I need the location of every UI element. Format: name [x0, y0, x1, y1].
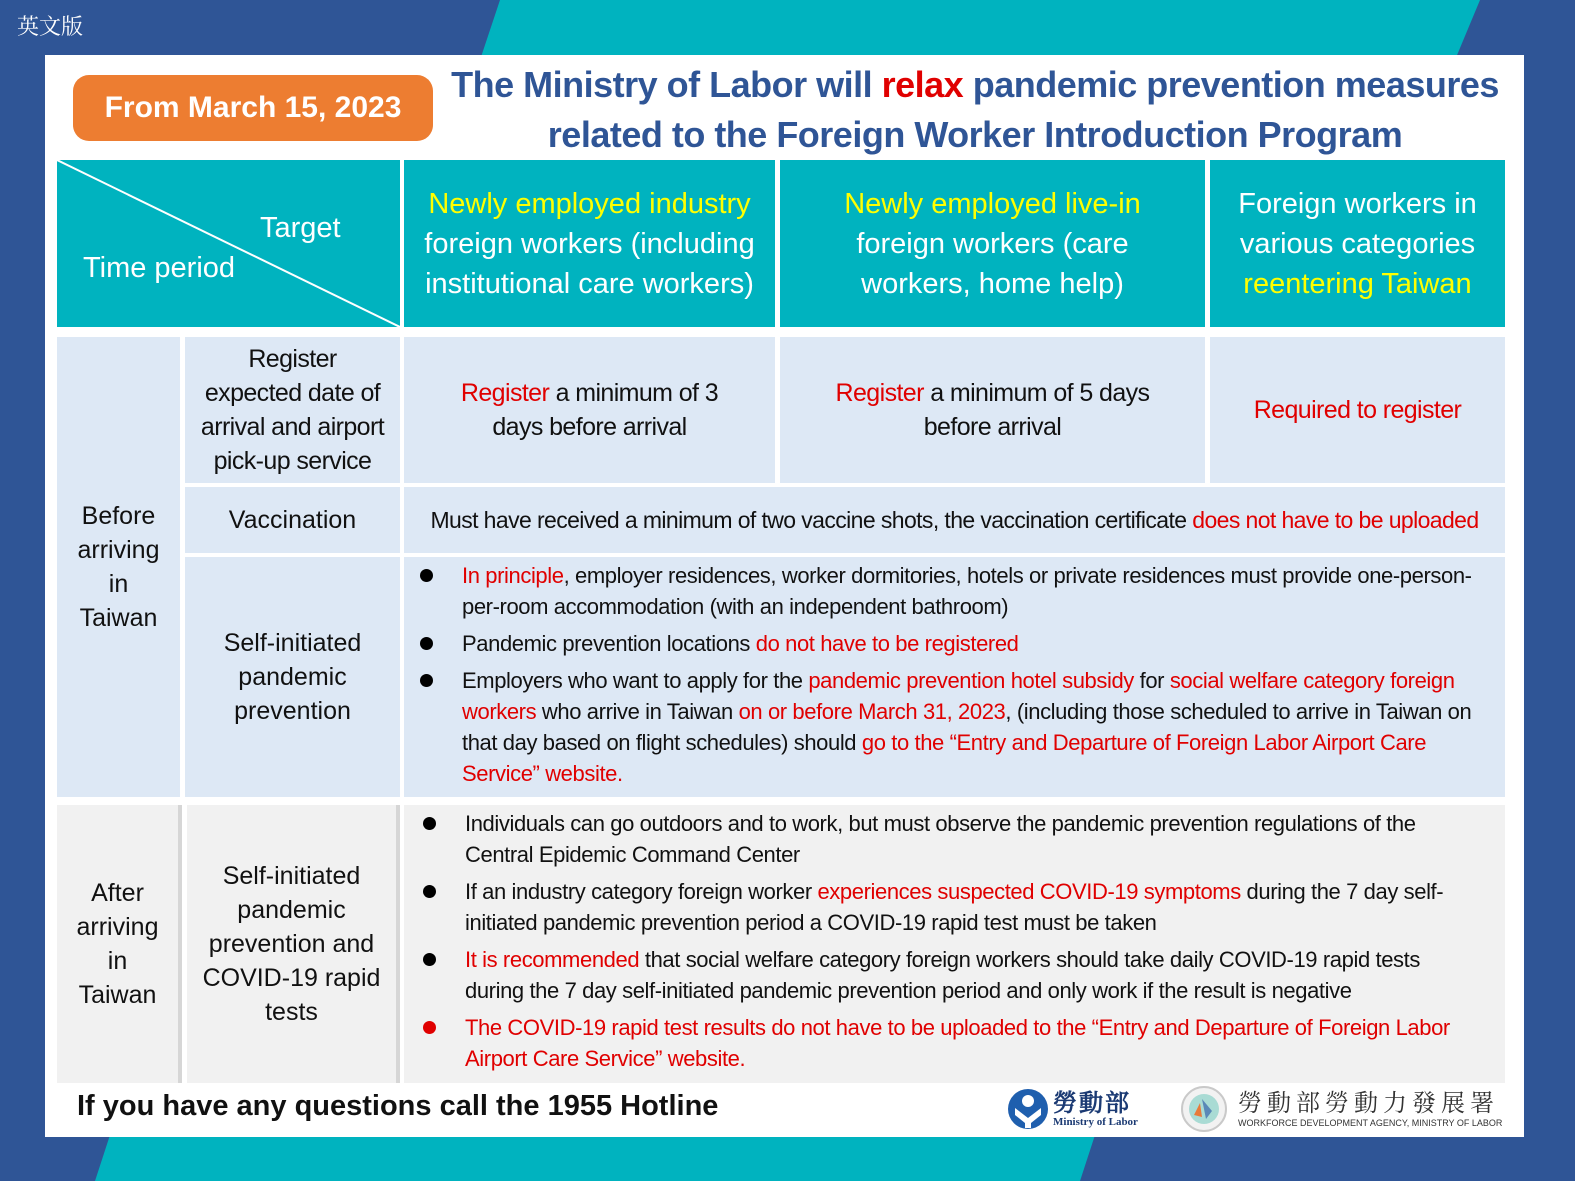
diagonal-divider [57, 160, 400, 327]
bullet-text: that social welfare category foreign workers should take daily COVID-19 rapid tests during the 7 day self-initiated pandemic prevention period and only work if the result is negative [465, 947, 1420, 1003]
bullet-icon [423, 885, 436, 898]
register-label-text: Register expected date of arrival and airport pick-up service [200, 345, 385, 475]
header-col1-highlight: Newly employed industry [428, 187, 751, 220]
self-prevention-label-text: Self-initiated pandemic prevention [223, 629, 362, 725]
item-register-label [185, 337, 400, 483]
period-before-arriving [57, 337, 180, 797]
bullet-text: Individuals can go outdoors and to work, but must observe the pandemic prevention regulations of the Central Epidemic Command Center [465, 811, 1416, 867]
wda-en-name: WORKFORCE DEVELOPMENT AGENCY, MINISTRY OF LABOR [1238, 1117, 1503, 1128]
bullet-red: experiences suspected COVID-19 symptoms [817, 879, 1241, 904]
register-col3 [1210, 337, 1505, 483]
header-corner-cell [57, 160, 400, 327]
period-after-label: After arriving in Taiwan [76, 879, 159, 1009]
list-item [407, 876, 1475, 938]
bullet-icon [420, 674, 433, 687]
notice-card [45, 55, 1524, 1137]
register-col1-text: a minimum of 3 days before arrival [492, 379, 719, 441]
item-vaccination-label [185, 487, 400, 553]
title-line1-pre: The Ministry of Labor will [451, 64, 882, 105]
header-time-period-label: Time period [83, 252, 236, 284]
workforce-development-agency-logo [1180, 1085, 1502, 1133]
header-col3-highlight: reentering Taiwan [1243, 267, 1472, 300]
bullet-red: pandemic prevention hotel subsidy [808, 667, 1134, 693]
vaccination-red: does not have to be uploaded [1192, 507, 1479, 533]
list-item [404, 628, 1491, 659]
header-column-reentering [1210, 160, 1505, 327]
register-col2-text: a minimum of 5 days before arrival [923, 379, 1150, 441]
bullet-icon [423, 1021, 436, 1034]
language-tag: 英文版 [17, 15, 84, 40]
vaccination-label-text: Vaccination [228, 506, 357, 534]
bullet-text: , (including those scheduled to arrive in Taiwan on that day based on flight schedules) should [462, 698, 1472, 755]
hotline-text: If you have any questions call the 1955 Hotline [77, 1090, 719, 1122]
header-col2-highlight: Newly employed live-in [844, 187, 1141, 220]
wda-cn-name: 勞動部勞動力發展署 [1238, 1088, 1499, 1117]
self-prevention-content [404, 557, 1505, 797]
date-badge: From March 15, 2023 [73, 75, 433, 141]
background-teal-band-bottom [95, 1135, 1095, 1181]
mol-emblem-icon [1007, 1088, 1049, 1130]
header-column-live-in [780, 160, 1205, 327]
title-highlight: relax [881, 64, 964, 105]
background-teal-band-top [480, 0, 1480, 60]
register-col1-red: Register [460, 379, 550, 407]
register-col1 [404, 337, 775, 483]
mol-en-name: Ministry of Labor [1053, 1115, 1138, 1128]
bullet-red: go to the “Entry and Departure of Foreign Labor Airport Care Service” website. [462, 729, 1427, 786]
bullet-red: The COVID-19 rapid test results do not have to be uploaded to the “Entry and Departure of Foreign Labor Airport Care Service” website. [465, 1015, 1450, 1071]
bullet-text: , employer residences, worker dormitories, hotels or private residences must provide one-person-per-room accommodation (with an independent bathroom) [462, 562, 1472, 619]
item-self-prevention-label [185, 557, 400, 797]
header-target-label: Target [260, 212, 341, 244]
period-before-label: Before arriving in Taiwan [77, 502, 160, 632]
register-col2 [780, 337, 1205, 483]
after-content [404, 805, 1505, 1083]
wda-emblem-icon [1180, 1085, 1228, 1133]
register-col2-red: Register [835, 379, 924, 407]
bullet-red: social welfare category foreign workers [462, 667, 1455, 724]
header-col1-rest: foreign workers (including institutional care workers) [424, 227, 755, 300]
after-label-text: Self-initiated pandemic prevention and COVID-19 rapid tests [202, 862, 381, 1026]
register-col3-red: Required to register [1253, 396, 1462, 424]
bullet-icon [423, 817, 436, 830]
ministry-of-labor-logo [1007, 1088, 1138, 1130]
title-line1-post: pandemic prevention measures [963, 64, 1499, 105]
bullet-text: Employers who want to apply for the [462, 667, 809, 693]
list-item [404, 560, 1491, 622]
bullet-text: who arrive in Taiwan [536, 698, 739, 724]
header-col3-pre: Foreign workers in various categories [1238, 187, 1477, 260]
bullet-icon [423, 953, 436, 966]
title-line2: related to the Foreign Worker Introduction Program [547, 114, 1403, 155]
list-item [407, 808, 1475, 870]
mol-cn-name: 勞動部 [1053, 1088, 1131, 1117]
vaccination-content [404, 487, 1505, 553]
bullet-red: on or before March 31, 2023 [738, 698, 1006, 724]
bullet-red: It is recommended [465, 947, 640, 972]
self-prevention-list [404, 560, 1491, 795]
header-col2-rest: foreign workers (care workers, home help) [856, 227, 1129, 300]
after-list [404, 808, 1475, 1080]
bullet-text: during the 7 day self-initiated pandemic prevention period a COVID-19 rapid test must be taken [465, 879, 1444, 935]
period-after-arriving [57, 805, 182, 1083]
bullet-text: If an industry category foreign worker [465, 879, 818, 904]
list-item [404, 665, 1491, 789]
bullet-red: In principle [462, 562, 564, 588]
vaccination-text: Must have received a minimum of two vaccine shots, the vaccination certificate [430, 507, 1193, 533]
bullet-text: for [1133, 667, 1170, 693]
bullet-icon [420, 569, 433, 582]
list-item [407, 1012, 1475, 1074]
bullet-text: Pandemic prevention locations [462, 630, 756, 656]
header-column-industry [404, 160, 775, 327]
list-item [407, 944, 1475, 1006]
bullet-red: do not have to be registered [755, 630, 1019, 656]
page-title [445, 60, 1505, 160]
bullet-icon [420, 637, 433, 650]
item-after-label [187, 805, 400, 1083]
